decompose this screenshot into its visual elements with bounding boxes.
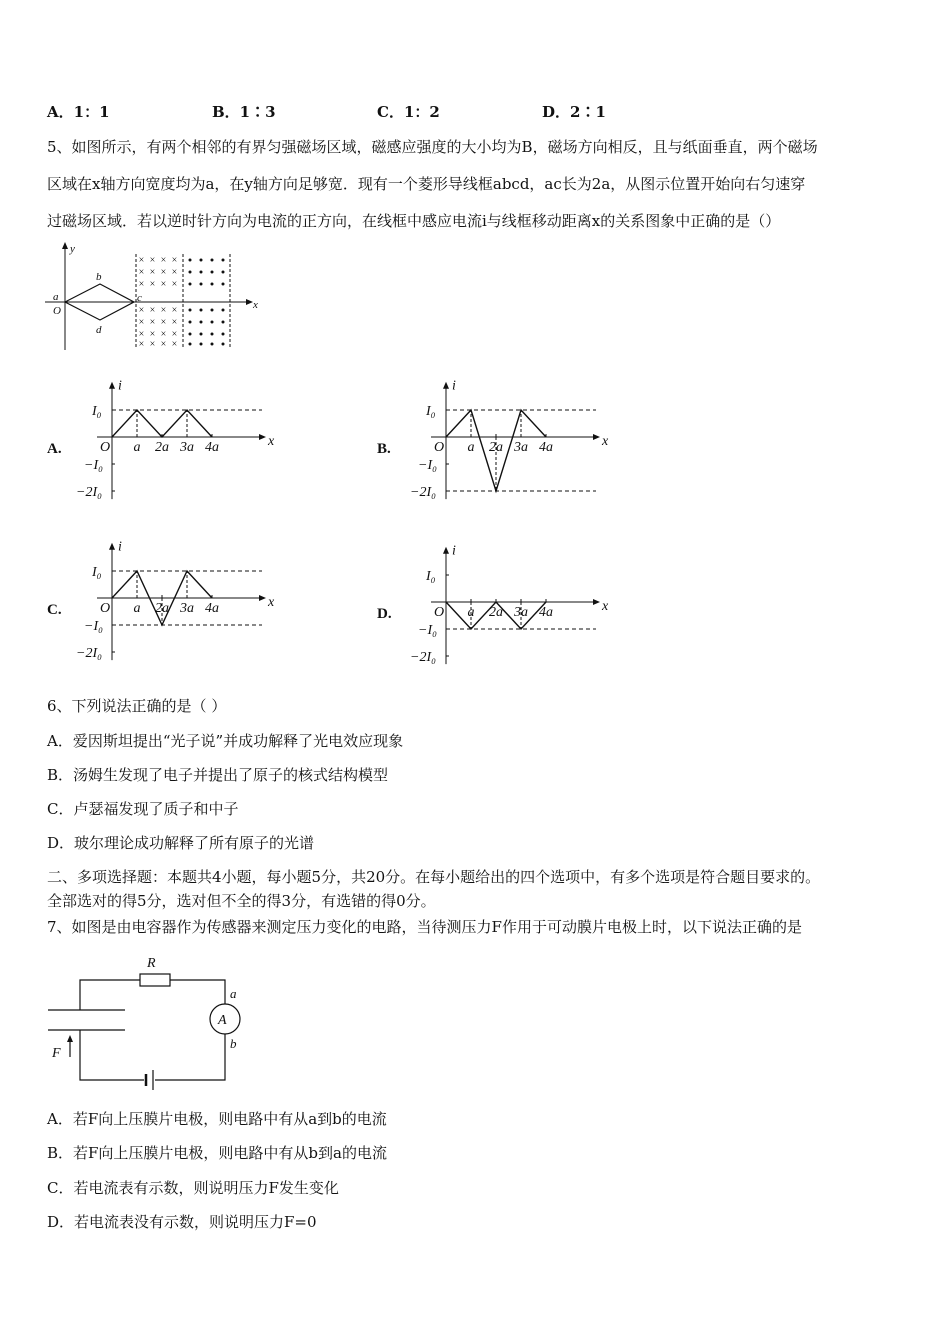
label-a: a bbox=[230, 986, 237, 1001]
magnetic-field-figure bbox=[40, 240, 270, 355]
x-tick-label: 2a bbox=[155, 440, 169, 455]
graph-option-label: D. bbox=[377, 606, 392, 622]
field-out-of-page-mark bbox=[189, 309, 192, 312]
section2-line-1: 二、多项选择题：本题共4小题，每小题5分，共20分。在每小题给出的四个选项中，有多个选项是符合题目要求的。 bbox=[47, 868, 821, 886]
field-out-of-page-mark bbox=[200, 309, 203, 312]
field-into-page-mark: × bbox=[138, 255, 145, 266]
tick-label-neg2I0: −2I₀ bbox=[76, 646, 102, 661]
field-into-page-mark: × bbox=[149, 339, 156, 350]
axis-label-x: x bbox=[602, 434, 609, 449]
field-into-page-mark: × bbox=[138, 317, 145, 328]
q7-option-d: D．若电流表没有示数，则说明压力F=0 bbox=[47, 1213, 317, 1231]
field-out-of-page-mark bbox=[189, 333, 192, 336]
field-out-of-page-mark bbox=[200, 271, 203, 274]
field-into-page-mark: × bbox=[171, 267, 178, 278]
axis-label-x: x bbox=[268, 434, 275, 449]
field-out-of-page-mark bbox=[200, 283, 203, 286]
x-tick-label: 3a bbox=[514, 440, 528, 455]
origin-label: O bbox=[100, 601, 111, 616]
tick-label-negI0: −I₀ bbox=[418, 458, 437, 473]
field-out-of-page-mark bbox=[211, 343, 214, 346]
field-out-of-page-mark bbox=[222, 343, 225, 346]
field-out-of-page-mark bbox=[200, 343, 203, 346]
q6-option-d: D．玻尔理论成功解释了所有原子的光谱 bbox=[47, 834, 315, 852]
axis-label-i: i bbox=[452, 378, 456, 394]
field-into-page-mark: × bbox=[160, 267, 167, 278]
field-into-page-mark: × bbox=[138, 267, 145, 278]
q4-option-c: C．1：2 bbox=[377, 103, 440, 121]
origin-label: O bbox=[434, 605, 445, 620]
x-tick-label: 2a bbox=[489, 605, 503, 620]
tick-label-neg2I0: −2I₀ bbox=[410, 485, 436, 500]
origin-label: O bbox=[100, 440, 111, 455]
q4-option-a: A．1：1 bbox=[47, 103, 110, 121]
field-into-page-mark: × bbox=[149, 267, 156, 278]
field-into-page-mark: × bbox=[149, 329, 156, 340]
field-out-of-page-mark bbox=[211, 259, 214, 262]
x-tick-label: 4a bbox=[205, 440, 219, 455]
field-out-of-page-mark bbox=[211, 321, 214, 324]
field-out-of-page-mark bbox=[200, 333, 203, 336]
field-into-page-mark: × bbox=[160, 329, 167, 340]
field-out-of-page-mark bbox=[189, 259, 192, 262]
tick-label-I0: I₀ bbox=[426, 569, 436, 584]
field-into-page-mark: × bbox=[171, 305, 178, 316]
label-a: a bbox=[53, 291, 59, 303]
field-out-of-page-mark bbox=[222, 333, 225, 336]
label-b: b bbox=[230, 1036, 237, 1051]
graph-b bbox=[396, 377, 636, 517]
tick-label-neg2I0: −2I₀ bbox=[410, 650, 436, 665]
field-out-of-page-mark bbox=[222, 283, 225, 286]
field-into-page-mark: × bbox=[171, 255, 178, 266]
field-into-page-mark: × bbox=[138, 329, 145, 340]
q6-stem: 6、下列说法正确的是（ ） bbox=[47, 697, 227, 715]
label-F: F bbox=[52, 1046, 61, 1061]
axis-label-i: i bbox=[452, 543, 456, 559]
x-tick-label: a bbox=[133, 601, 141, 616]
field-into-page-mark: × bbox=[160, 305, 167, 316]
x-tick-label: a bbox=[467, 605, 475, 620]
field-out-of-page-mark bbox=[211, 333, 214, 336]
q5-line-1: 5、如图所示，有两个相邻的有界匀强磁场区域，磁感应强度的大小均为B，磁场方向相反，且与纸面垂直，两个磁场 bbox=[47, 138, 818, 156]
tick-label-negI0: −I₀ bbox=[84, 458, 103, 473]
field-out-of-page-mark bbox=[200, 321, 203, 324]
q6-option-c: C．卢瑟福发现了质子和中子 bbox=[47, 800, 239, 818]
field-into-page-mark: × bbox=[160, 339, 167, 350]
x-tick-label: 3a bbox=[180, 440, 194, 455]
graph-d bbox=[396, 542, 636, 682]
q5-line-2: 区域在x轴方向宽度均为a，在y轴方向足够宽．现有一个菱形导线框abcd，ac长为2a，从图示位置开始向右匀速穿 bbox=[47, 175, 806, 193]
ammeter-label: A bbox=[218, 1013, 227, 1028]
axis-label-i: i bbox=[118, 378, 122, 394]
q7-option-a: A．若F向上压膜片电极，则电路中有从a到b的电流 bbox=[47, 1110, 387, 1128]
field-out-of-page-mark bbox=[222, 259, 225, 262]
q7-option-b: B．若F向上压膜片电极，则电路中有从b到a的电流 bbox=[47, 1144, 387, 1162]
field-into-page-mark: × bbox=[149, 317, 156, 328]
graph-option-label: A. bbox=[47, 441, 62, 457]
circuit-figure bbox=[40, 950, 270, 1085]
tick-label-I0: I₀ bbox=[92, 404, 102, 419]
x-tick-label: a bbox=[467, 440, 475, 455]
field-out-of-page-mark bbox=[189, 271, 192, 274]
x-tick-label: 4a bbox=[539, 605, 553, 620]
tick-label-negI0: −I₀ bbox=[84, 619, 103, 634]
x-tick-label: 2a bbox=[155, 601, 169, 616]
label-x: x bbox=[253, 299, 258, 311]
graph-option-label: B. bbox=[377, 441, 391, 457]
x-tick-label: 2a bbox=[489, 440, 503, 455]
field-out-of-page-mark bbox=[211, 283, 214, 286]
field-into-page-mark: × bbox=[149, 255, 156, 266]
tick-label-negI0: −I₀ bbox=[418, 623, 437, 638]
q7-stem: 7、如图是由电容器作为传感器来测定压力变化的电路，当待测压力F作用于可动膜片电极上时，以下说法正确的是 bbox=[47, 918, 802, 936]
field-into-page-mark: × bbox=[138, 305, 145, 316]
field-into-page-mark: × bbox=[160, 255, 167, 266]
q4-option-d: D．2∶1 bbox=[542, 103, 606, 121]
field-into-page-mark: × bbox=[138, 339, 145, 350]
current-curve bbox=[112, 410, 212, 437]
field-into-page-mark: × bbox=[171, 279, 178, 290]
label-d: d bbox=[96, 324, 102, 336]
origin-label: O bbox=[434, 440, 445, 455]
field-out-of-page-mark bbox=[189, 343, 192, 346]
q7-option-c: C．若电流表有示数，则说明压力F发生变化 bbox=[47, 1179, 339, 1197]
q6-option-b: B．汤姆生发现了电子并提出了原子的核式结构模型 bbox=[47, 766, 389, 784]
field-into-page-mark: × bbox=[149, 305, 156, 316]
label-c: c bbox=[137, 292, 142, 304]
x-tick-label: 4a bbox=[539, 440, 553, 455]
tick-label-I0: I₀ bbox=[92, 565, 102, 580]
field-out-of-page-mark bbox=[222, 309, 225, 312]
x-tick-label: 3a bbox=[180, 601, 194, 616]
field-into-page-mark: × bbox=[138, 279, 145, 290]
section2-line-2: 全部选对的得5分，选对但不全的得3分，有选错的得0分。 bbox=[47, 892, 436, 910]
tick-label-neg2I0: −2I₀ bbox=[76, 485, 102, 500]
field-into-page-mark: × bbox=[171, 317, 178, 328]
field-into-page-mark: × bbox=[149, 279, 156, 290]
field-out-of-page-mark bbox=[189, 321, 192, 324]
field-out-of-page-mark bbox=[222, 321, 225, 324]
axis-label-i: i bbox=[118, 539, 122, 555]
q6-option-a: A．爱因斯坦提出“光子说”并成功解释了光电效应现象 bbox=[47, 732, 404, 750]
q5-line-3: 过磁场区域．若以逆时针方向为电流的正方向，在线框中感应电流i与线框移动距离x的关系图象中正确的是（） bbox=[47, 212, 781, 230]
graph-a bbox=[62, 377, 302, 517]
label-O: O bbox=[53, 305, 61, 317]
field-out-of-page-mark bbox=[189, 283, 192, 286]
axis-label-x: x bbox=[602, 599, 609, 614]
label-R: R bbox=[147, 956, 156, 971]
field-out-of-page-mark bbox=[222, 271, 225, 274]
field-into-page-mark: × bbox=[171, 339, 178, 350]
q4-option-b: B．1∶3 bbox=[212, 103, 276, 121]
axis-label-x: x bbox=[268, 595, 275, 610]
field-into-page-mark: × bbox=[160, 279, 167, 290]
label-y: y bbox=[70, 243, 75, 255]
x-tick-label: 3a bbox=[514, 605, 528, 620]
graph-option-label: C. bbox=[47, 602, 62, 618]
graph-c bbox=[62, 538, 302, 678]
field-into-page-mark: × bbox=[171, 329, 178, 340]
field-out-of-page-mark bbox=[211, 271, 214, 274]
field-into-page-mark: × bbox=[160, 317, 167, 328]
field-out-of-page-mark bbox=[200, 259, 203, 262]
x-tick-label: a bbox=[133, 440, 141, 455]
label-b: b bbox=[96, 271, 102, 283]
tick-label-I0: I₀ bbox=[426, 404, 436, 419]
x-tick-label: 4a bbox=[205, 601, 219, 616]
field-out-of-page-mark bbox=[211, 309, 214, 312]
